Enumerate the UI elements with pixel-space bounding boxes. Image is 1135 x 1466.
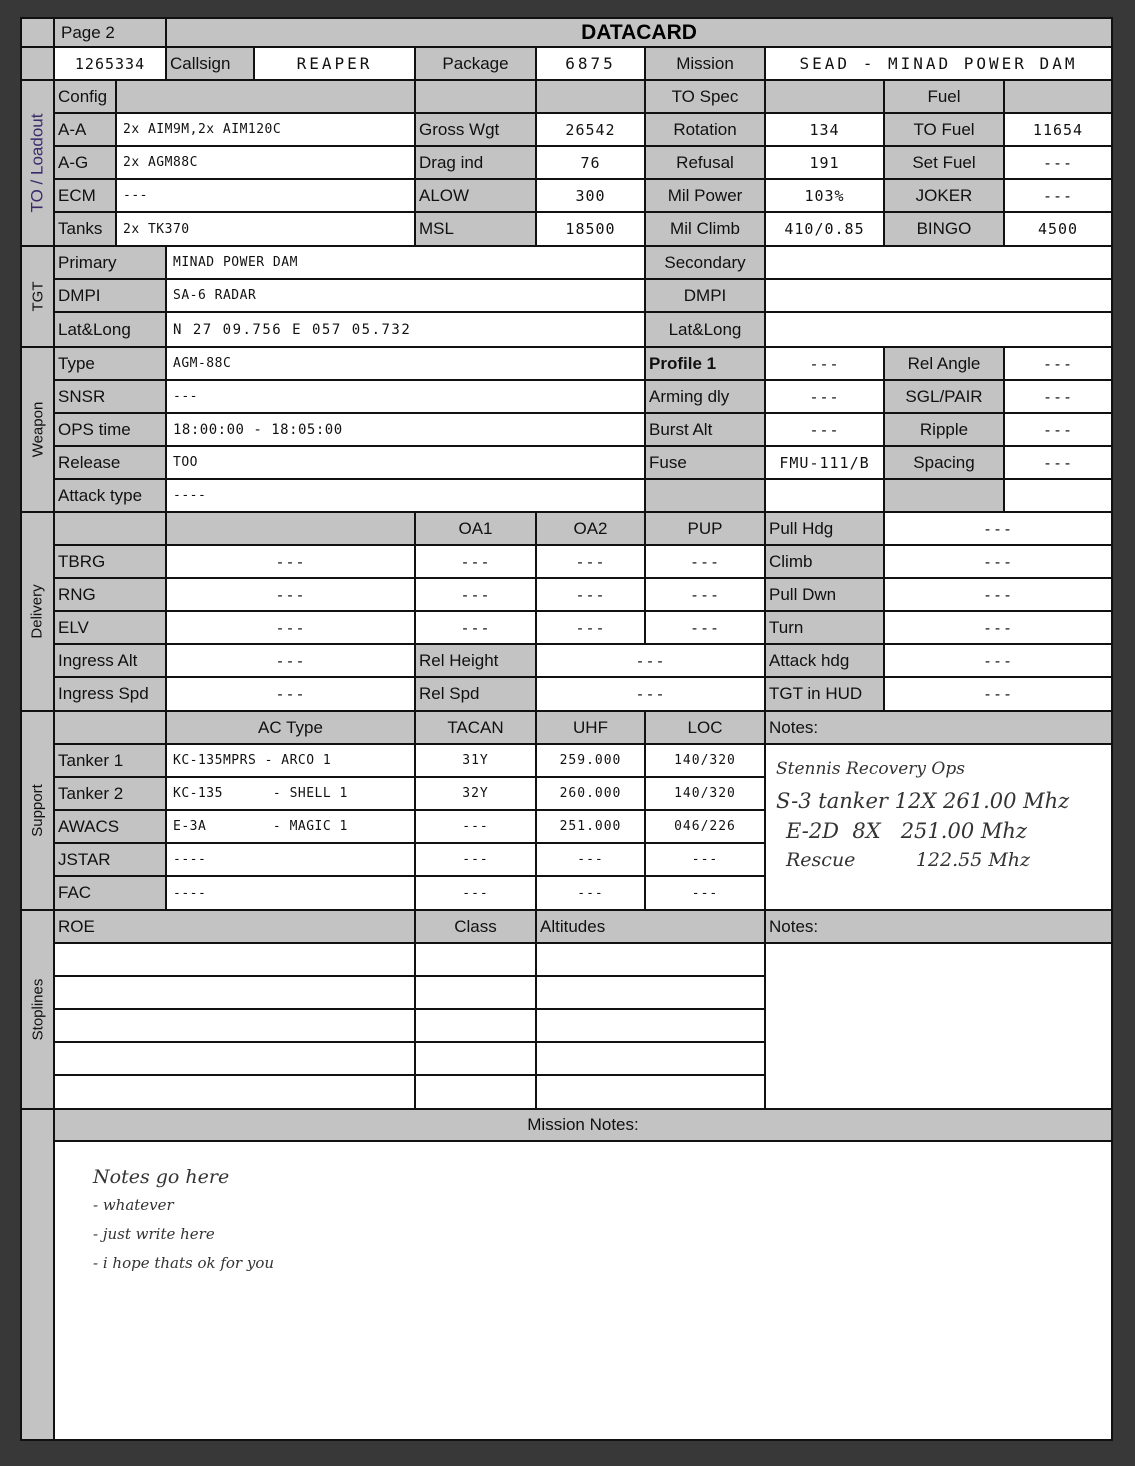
altitudes-label: Altitudes (535, 909, 766, 944)
altitudes-cell[interactable] (535, 975, 766, 1010)
blank-header (53, 710, 167, 745)
support-ac-type: ---- (165, 842, 416, 877)
class-cell[interactable] (414, 975, 537, 1010)
roe-cell[interactable] (53, 942, 416, 977)
release-param-value: --- (1003, 412, 1113, 447)
delivery-cell: --- (535, 544, 646, 579)
support-ac-type: KC-135 - SHELL 1 (165, 776, 416, 811)
fuel-row-label: Set Fuel (883, 145, 1005, 180)
datacard (20, 17, 1113, 1441)
class-label: Class (414, 909, 537, 944)
page-title: DATACARD (165, 17, 1113, 48)
fuel-row-label: BINGO (883, 211, 1005, 247)
support-loc: 140/320 (644, 776, 766, 811)
to-spec-row-value: 103% (764, 178, 885, 213)
latlong-label: Lat&Long (53, 311, 167, 348)
fuel-row-value: 11654 (1003, 112, 1113, 147)
delivery-right-label: Pull Hdg (764, 511, 885, 546)
release-param-label: SGL/PAIR (883, 379, 1005, 414)
dmpi-value: SA-6 RADAR (165, 278, 646, 313)
stoplines-notes-box[interactable] (764, 942, 1113, 1110)
support-ac-type: KC-135MPRS - ARCO 1 (165, 743, 416, 778)
mission-notes-box[interactable] (53, 1140, 1113, 1441)
delivery-right-label: Pull Dwn (764, 577, 885, 612)
release-param-label: Rel Angle (883, 346, 1005, 381)
support-header: UHF (535, 710, 646, 745)
altitudes-cell[interactable] (535, 1041, 766, 1076)
altitudes-cell[interactable] (535, 1008, 766, 1043)
delivery-right-value: --- (883, 577, 1113, 612)
dmpi-label: DMPI (53, 278, 167, 313)
profile-value: --- (764, 379, 885, 414)
profile-label: Fuse (644, 445, 766, 480)
blank-header (414, 79, 537, 114)
weapon-row-label: Release (53, 445, 167, 480)
blank-header (764, 79, 885, 114)
package-label: Package (414, 46, 537, 81)
to-spec-row-label: Refusal (644, 145, 766, 180)
support-tacan: --- (414, 809, 537, 844)
delivery-right-label: Turn (764, 610, 885, 645)
profile-value: --- (764, 346, 885, 381)
latlong-value: N 27 09.756 E 057 05.732 (165, 311, 646, 348)
delivery-right-value: --- (883, 544, 1113, 579)
release-param-value: --- (1003, 346, 1113, 381)
weapon-row-value: --- (165, 379, 646, 414)
delivery-right-value: --- (883, 610, 1113, 645)
roe-cell[interactable] (53, 975, 416, 1010)
delivery-header: PUP (644, 511, 766, 546)
delivery-cell: --- (644, 544, 766, 579)
support-row-label: JSTAR (53, 842, 167, 877)
support-section-label: Support (20, 710, 55, 911)
weight-label: MSL (414, 211, 537, 247)
loadout-row-label: A-A (53, 112, 117, 147)
delivery-right-label: Climb (764, 544, 885, 579)
class-cell[interactable] (414, 1041, 537, 1076)
card-id: 1265334 (53, 46, 167, 81)
rel-height-label: Rel Height (414, 643, 537, 678)
corner-cell (20, 17, 55, 48)
to-spec-row-value: 410/0.85 (764, 211, 885, 247)
roe-cell[interactable] (53, 1041, 416, 1076)
release-param-label: Spacing (883, 445, 1005, 480)
primary-label: Primary (53, 245, 167, 280)
support-notes-box[interactable] (764, 743, 1113, 911)
delivery-header: OA1 (414, 511, 537, 546)
stoplines-section-label: Stoplines (20, 909, 55, 1110)
blank-cell (644, 478, 766, 513)
support-uhf: --- (535, 875, 646, 911)
fuel-row-label: JOKER (883, 178, 1005, 213)
latlong2-value (764, 311, 1113, 348)
roe-label: ROE (53, 909, 416, 944)
mission-notes-label: Mission Notes: (53, 1108, 1113, 1142)
mission-value: SEAD - MINAD POWER DAM (764, 46, 1113, 81)
altitudes-cell[interactable] (535, 942, 766, 977)
roe-cell[interactable] (53, 1008, 416, 1043)
delivery-row-label: ELV (53, 610, 167, 645)
delivery-cell: --- (644, 577, 766, 612)
fuel-label: Fuel (883, 79, 1005, 114)
blank-header (165, 511, 416, 546)
support-uhf: 251.000 (535, 809, 646, 844)
latlong2-label: Lat&Long (644, 311, 766, 348)
blank-header (535, 79, 646, 114)
fuel-row-value: --- (1003, 178, 1113, 213)
support-row-label: AWACS (53, 809, 167, 844)
loadout-section-label: TO / Loadout (20, 79, 55, 247)
primary-value: MINAD POWER DAM (165, 245, 646, 280)
delivery-row-label: TBRG (53, 544, 167, 579)
support-header: LOC (644, 710, 766, 745)
rel-height-value: --- (535, 643, 766, 678)
support-uhf: 259.000 (535, 743, 646, 778)
delivery-cell: --- (414, 544, 537, 579)
dmpi2-label: DMPI (644, 278, 766, 313)
mission-notes-side (20, 1108, 55, 1441)
delivery-right-label: Attack hdg (764, 643, 885, 678)
profile-label: Arming dly (644, 379, 766, 414)
fuel-row-value: --- (1003, 145, 1113, 180)
delivery-cell: --- (165, 544, 416, 579)
support-tacan: 32Y (414, 776, 537, 811)
weapon-row-value: TOO (165, 445, 646, 480)
blank-header (53, 511, 167, 546)
delivery-right-value: --- (883, 676, 1113, 712)
support-tacan: --- (414, 842, 537, 877)
handwritten-note: - whatever (93, 1196, 174, 1214)
config-header (115, 79, 416, 114)
class-cell[interactable] (414, 1008, 537, 1043)
support-header: TACAN (414, 710, 537, 745)
blank-cell (1003, 478, 1113, 513)
handwritten-note: S-3 tanker 12X 261.00 Mhz (776, 789, 1070, 813)
delivery-right-value: --- (883, 643, 1113, 678)
support-loc: 046/226 (644, 809, 766, 844)
weapon-row-label: SNSR (53, 379, 167, 414)
delivery-header: OA2 (535, 511, 646, 546)
callsign-label: Callsign (165, 46, 255, 81)
delivery-cell: --- (414, 577, 537, 612)
altitudes-cell[interactable] (535, 1074, 766, 1110)
support-row-label: Tanker 1 (53, 743, 167, 778)
blank-header (1003, 79, 1113, 114)
to-spec-label: TO Spec (644, 79, 766, 114)
to-spec-row-value: 134 (764, 112, 885, 147)
config-label: Config (53, 79, 117, 114)
rel-spd-label: Rel Spd (414, 676, 537, 712)
support-header: AC Type (165, 710, 416, 745)
loadout-row-value: 2x AGM88C (115, 145, 416, 180)
delivery-right-value: --- (883, 511, 1113, 546)
profile-label: Burst Alt (644, 412, 766, 447)
support-loc: 140/320 (644, 743, 766, 778)
loadout-row-label: Tanks (53, 211, 117, 247)
handwritten-note: Rescue 122.55 Mhz (786, 849, 1031, 871)
to-spec-row-value: 191 (764, 145, 885, 180)
weight-label: Gross Wgt (414, 112, 537, 147)
ingress-spd-value: --- (165, 676, 416, 712)
secondary-value (764, 245, 1113, 280)
delivery-section-label: Delivery (20, 511, 55, 712)
fuel-row-value: 4500 (1003, 211, 1113, 247)
ingress-alt-label: Ingress Alt (53, 643, 167, 678)
fuel-row-label: TO Fuel (883, 112, 1005, 147)
handwritten-note: Notes go here (93, 1166, 230, 1188)
loadout-row-label: A-G (53, 145, 117, 180)
weapon-row-label: Attack type (53, 478, 167, 513)
delivery-cell: --- (414, 610, 537, 645)
handwritten-note: - just write here (93, 1225, 215, 1243)
support-uhf: 260.000 (535, 776, 646, 811)
tgt-section-label: TGT (20, 245, 55, 348)
delivery-cell: --- (165, 610, 416, 645)
stoplines-notes-label: Notes: (764, 909, 1113, 944)
delivery-cell: --- (535, 577, 646, 612)
to-spec-row-label: Mil Power (644, 178, 766, 213)
secondary-label: Secondary (644, 245, 766, 280)
delivery-row-label: RNG (53, 577, 167, 612)
support-loc: --- (644, 842, 766, 877)
support-row-label: FAC (53, 875, 167, 911)
delivery-cell: --- (535, 610, 646, 645)
loadout-row-value: 2x AIM9M,2x AIM120C (115, 112, 416, 147)
release-param-value: --- (1003, 445, 1113, 480)
blank-cell (883, 478, 1005, 513)
loadout-row-value: 2x TK370 (115, 211, 416, 247)
roe-cell[interactable] (53, 1074, 416, 1110)
loadout-row-label: ECM (53, 178, 117, 213)
class-cell[interactable] (414, 942, 537, 977)
support-uhf: --- (535, 842, 646, 877)
support-tacan: --- (414, 875, 537, 911)
weapon-row-value: AGM-88C (165, 346, 646, 381)
ingress-alt-value: --- (165, 643, 416, 678)
profile-value: --- (764, 412, 885, 447)
to-spec-row-label: Rotation (644, 112, 766, 147)
page-label: Page 2 (53, 17, 167, 48)
support-loc: --- (644, 875, 766, 911)
weight-label: ALOW (414, 178, 537, 213)
support-row-label: Tanker 2 (53, 776, 167, 811)
weight-label: Drag ind (414, 145, 537, 180)
release-param-value: --- (1003, 379, 1113, 414)
profile-label: Profile 1 (644, 346, 766, 381)
support-ac-type: ---- (165, 875, 416, 911)
handwritten-note: Stennis Recovery Ops (776, 759, 965, 779)
release-param-label: Ripple (883, 412, 1005, 447)
mission-label: Mission (644, 46, 766, 81)
weight-value: 18500 (535, 211, 646, 247)
loadout-row-value: --- (115, 178, 416, 213)
rel-spd-value: --- (535, 676, 766, 712)
to-spec-row-label: Mil Climb (644, 211, 766, 247)
weapon-row-label: Type (53, 346, 167, 381)
support-ac-type: E-3A - MAGIC 1 (165, 809, 416, 844)
support-tacan: 31Y (414, 743, 537, 778)
weight-value: 300 (535, 178, 646, 213)
package-value: 6875 (535, 46, 646, 81)
handwritten-note: E-2D 8X 251.00 Mhz (786, 819, 1027, 843)
weight-value: 76 (535, 145, 646, 180)
handwritten-note: - i hope thats ok for you (93, 1254, 275, 1272)
weapon-row-value: 18:00:00 - 18:05:00 (165, 412, 646, 447)
corner-cell (20, 46, 55, 81)
ingress-spd-label: Ingress Spd (53, 676, 167, 712)
dmpi2-value (764, 278, 1113, 313)
delivery-right-label: TGT in HUD (764, 676, 885, 712)
profile-value: FMU-111/B (764, 445, 885, 480)
callsign-value: REAPER (253, 46, 416, 81)
class-cell[interactable] (414, 1074, 537, 1110)
weapon-row-label: OPS time (53, 412, 167, 447)
weapon-section-label: Weapon (20, 346, 55, 513)
delivery-cell: --- (165, 577, 416, 612)
blank-cell (764, 478, 885, 513)
support-notes-label: Notes: (764, 710, 1113, 745)
weapon-row-value: ---- (165, 478, 646, 513)
weight-value: 26542 (535, 112, 646, 147)
delivery-cell: --- (644, 610, 766, 645)
